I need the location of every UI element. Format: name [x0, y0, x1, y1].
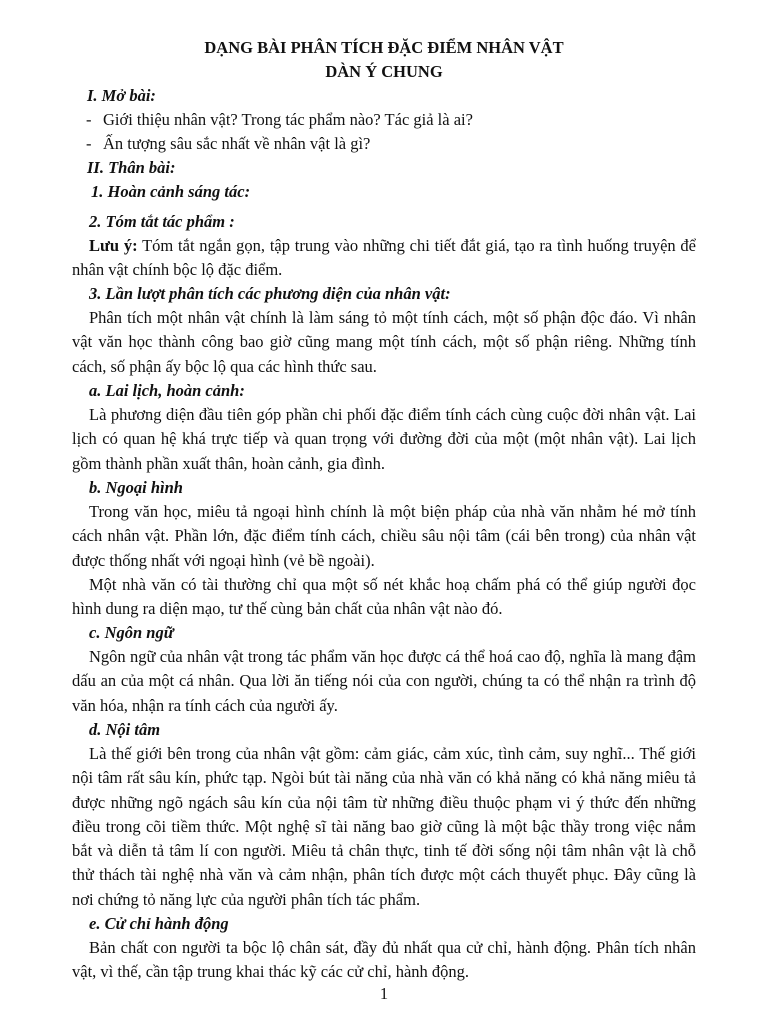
item-a-paragraph: Là phương diện đầu tiên góp phần chi phối đặc điểm tính cách cùng cuộc đời nhân vật. Lai lịch có quan hệ khá trực tiếp và quan trọng với đường đời của một (một nhân vật). Lai lịch gồm thành phần xuất thân, hoàn cảnh, gia đình. — [72, 405, 696, 473]
item-a-heading: a. Lai lịch, hoàn cảnh: — [89, 381, 245, 400]
subsection-1-heading: 1. Hoàn cảnh sáng tác: — [91, 182, 251, 201]
item-d-paragraph: Là thế giới bên trong của nhân vật gồm: cảm giác, cảm xúc, tình cảm, suy nghĩ... Thế giới nội tâm rất sâu kín, phức tạp. Ngòi bút tài năng của nhà văn có khả năng có khả năng miêu tả được những ngõ ngách sâu kín của nội tâm từ những điều thuộc phạm vi ý thức đến những điều trong cõi tiềm thức. Một nghệ sĩ tài năng bao giờ cũng là một bậc thầy trong việc nắm bắt và diễn tả tâm lí con người. Miêu tả chân thực, tinh tế đời sống nội tâm nhân vật là chỗ thử thách tài nghệ nhà văn và cảm nhận, phân tích được một cách thuyết phục. Đây cũng là nơi chứng tỏ năng lực của người phân tích tác phẩm. — [72, 744, 696, 909]
item-e-heading: e. Cử chỉ hành động — [89, 914, 229, 933]
note-paragraph — [72, 234, 696, 283]
item-c-paragraph: Ngôn ngữ của nhân vật trong tác phẩm văn học được cá thể hoá cao độ, nghĩa là mang đậm dấu an của một cá nhân. Qua lời ăn tiếng nói của con người, chúng ta có thể nhận ra trình độ văn hóa, nhận ra tính cách của người ấy. — [72, 647, 696, 715]
item-b-heading: b. Ngoại hình — [89, 478, 183, 497]
intro-item-1-text: Giới thiệu nhân vật? Trong tác phẩm nào? Tác giả là ai? — [103, 110, 473, 129]
intro-item-2 — [86, 132, 370, 156]
intro-item-2-text: Ấn tượng sâu sắc nhất về nhân vật là gì? — [103, 134, 371, 153]
item-e-paragraph: Bản chất con người ta bộc lộ chân sát, đầy đủ nhất qua cử chỉ, hành động. Phân tích nhân vật, vì thế, cần tập trung khai thác kỹ các cử chỉ, hành động. — [72, 938, 696, 982]
note-label: Lưu ý: — [89, 236, 138, 255]
section-intro-heading: I. Mở bài: — [87, 86, 156, 105]
subsection-2-heading: 2. Tóm tắt tác phẩm : — [89, 212, 235, 231]
note-text: Tóm tắt ngắn gọn, tập trung vào những chi tiết đắt giá, tạo ra tình huống truyện để nhân vật chính bộc lộ đặc điểm. — [72, 236, 696, 280]
intro-item-1 — [86, 108, 473, 132]
dash-marker: - — [86, 134, 92, 153]
item-d-heading: d. Nội tâm — [89, 720, 161, 739]
document-subtitle: DÀN Ý CHUNG — [325, 62, 443, 81]
section-body-heading: II. Thân bài: — [87, 158, 176, 177]
page-number: 1 — [379, 984, 389, 1003]
subsection-3-paragraph: Phân tích một nhân vật chính là làm sáng tỏ một tính cách, một số phận độc đáo. Vì nhân vật văn học thành công bao giờ cũng mang một tính cách, một số phận riêng. Những tính cách, số phận ấy bộc lộ qua các hình thức sau. — [72, 308, 696, 376]
item-b-paragraph-2: Một nhà văn có tài thường chỉ qua một số nét khắc hoạ chấm phá có thể giúp người đọc hình dung ra diện mạo, tư thế cùng bản chất của nhân vật nào đó. — [72, 575, 696, 619]
dash-marker: - — [86, 110, 92, 129]
item-b-paragraph-1: Trong văn học, miêu tả ngoại hình chính là một biện pháp của nhà văn nhằm hé mở tính cách nhân vật. Phần lớn, đặc điểm tính cách, chiều sâu nội tâm (cái bên trong) của nhân vật được thống nhất với ngoại hình (vẻ bề ngoài). — [72, 502, 696, 570]
subsection-3-heading: 3. Lần lượt phân tích các phương diện của nhân vật: — [89, 284, 451, 303]
document-title: DẠNG BÀI PHÂN TÍCH ĐẶC ĐIỂM NHÂN VẬT — [204, 38, 564, 57]
item-c-heading: c. Ngôn ngữ — [89, 623, 174, 642]
